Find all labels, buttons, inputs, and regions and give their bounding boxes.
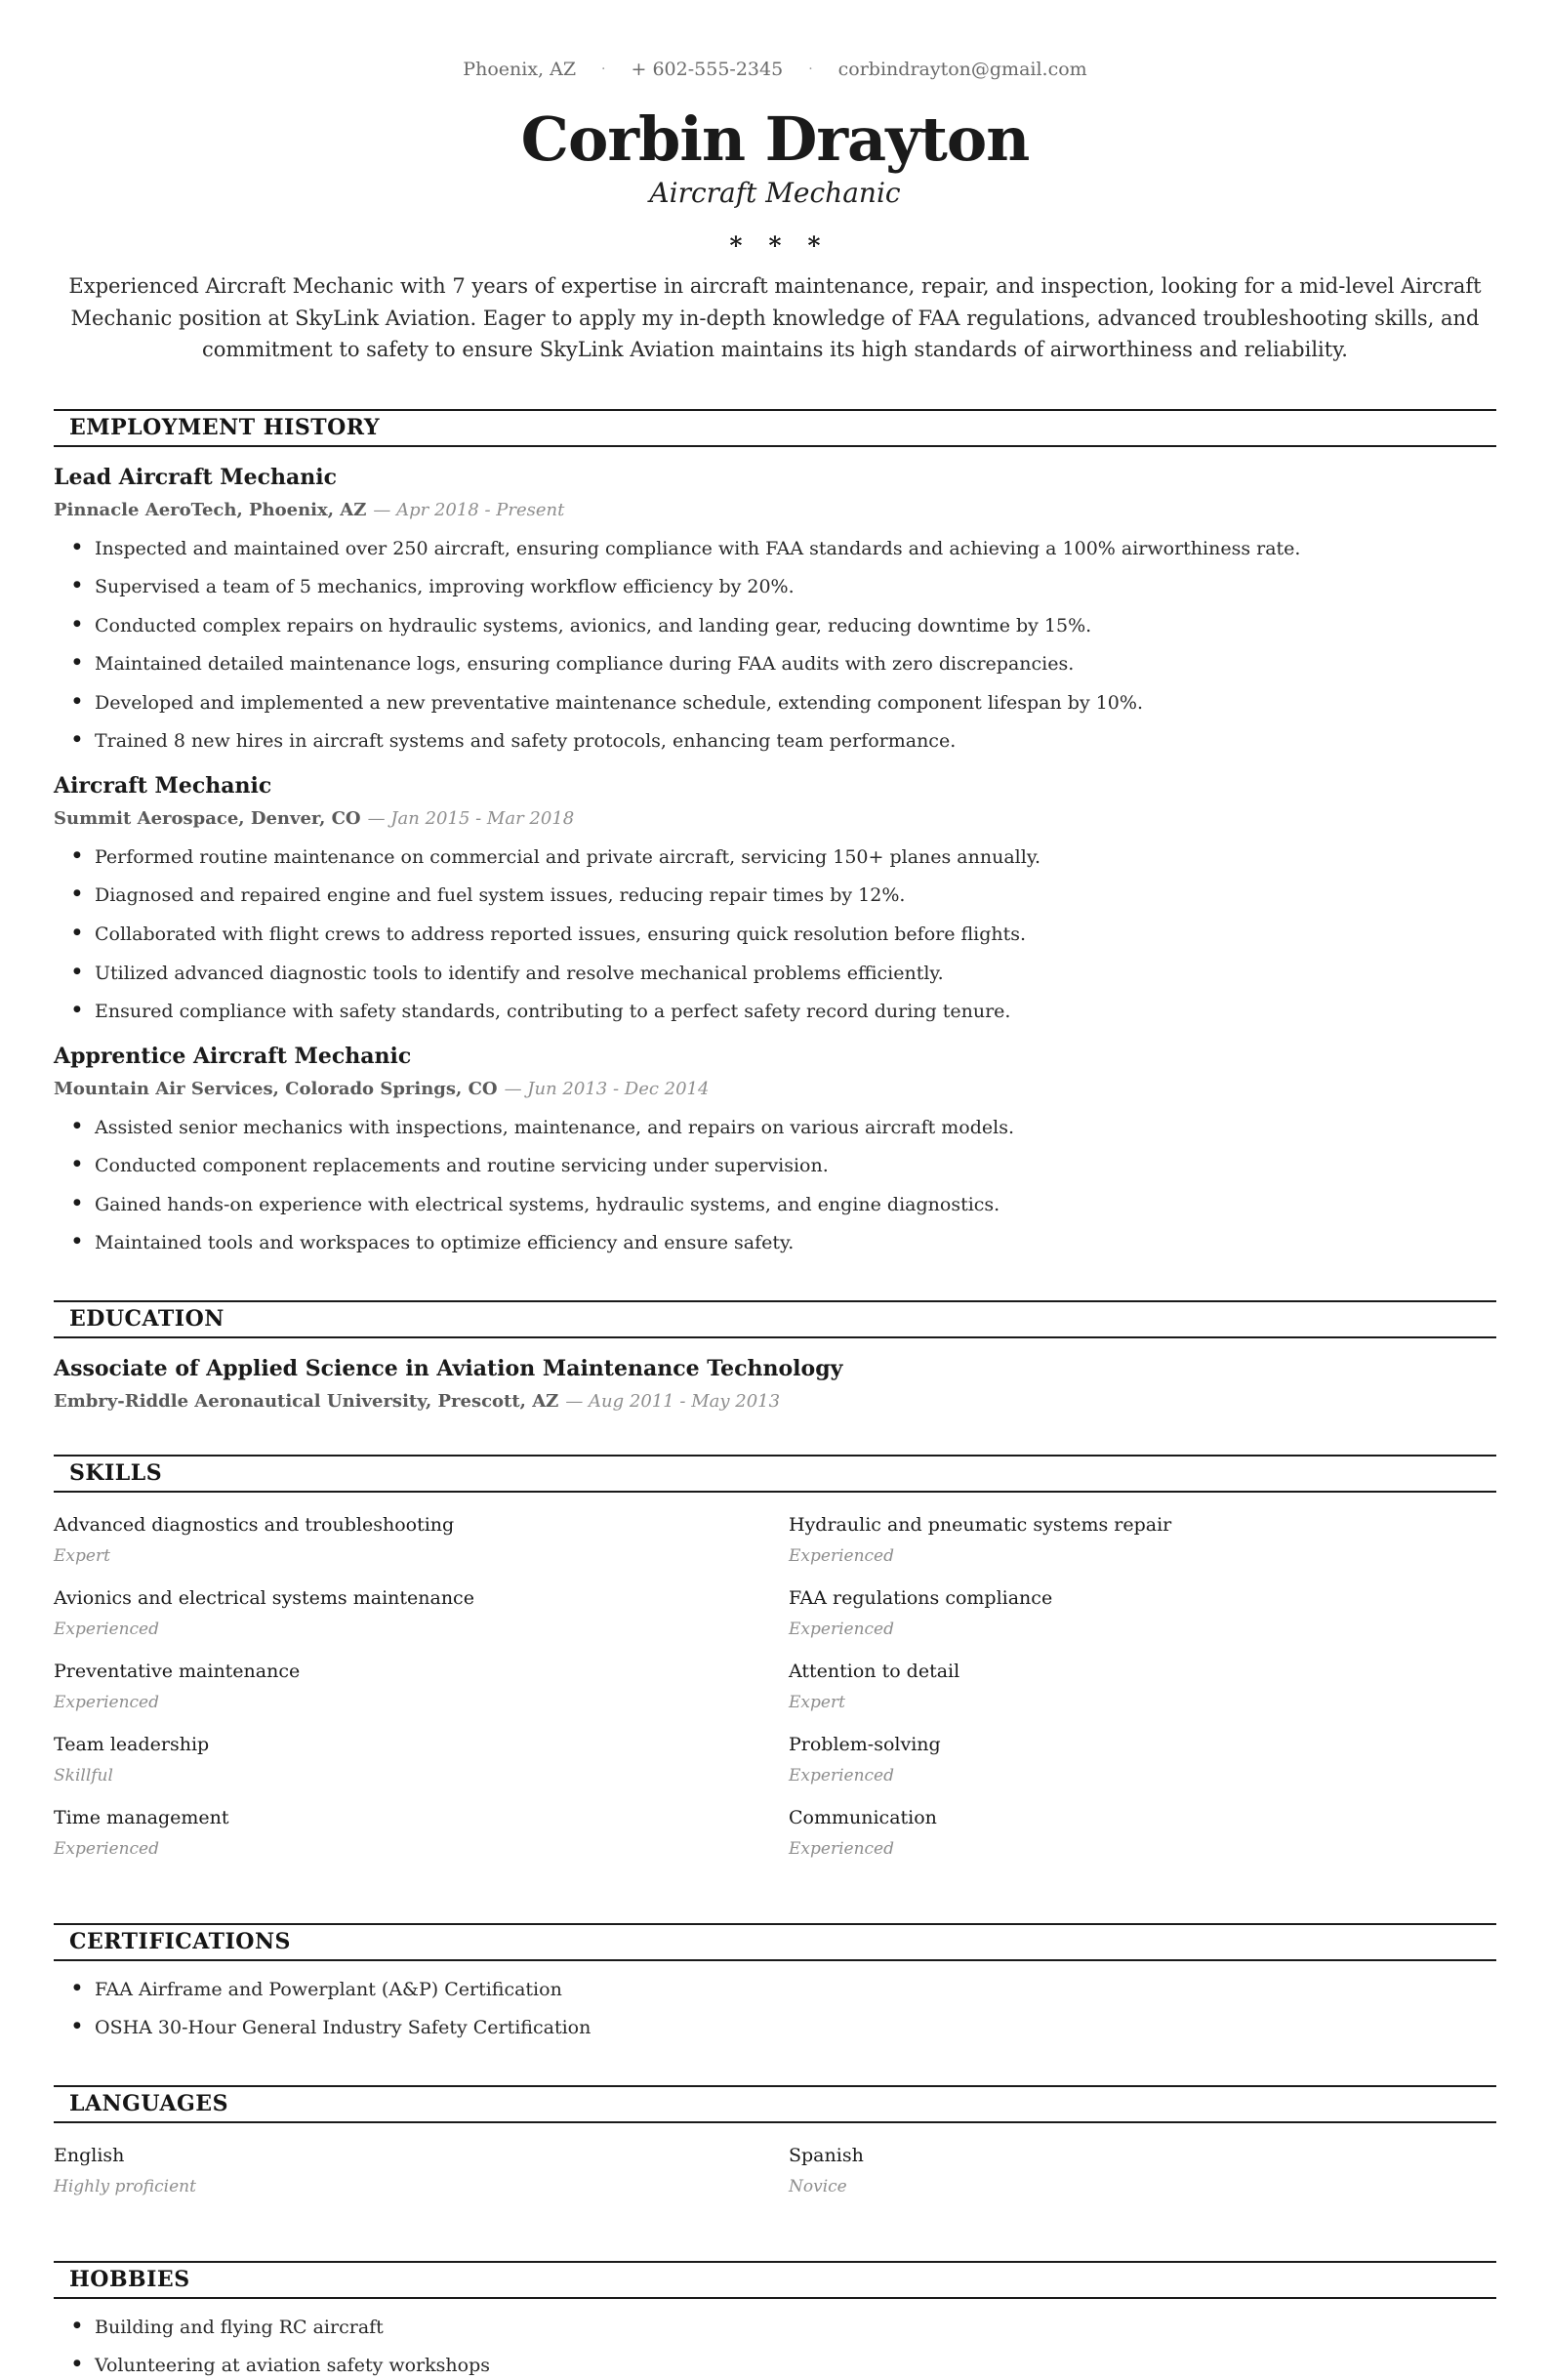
contact-phone: + 602-555-2345 [631,59,784,80]
skill-name: Advanced diagnostics and troubleshooting [54,1513,455,1536]
skill-name: Hydraulic and pneumatic systems repair [789,1513,1172,1536]
section-heading-skills: SKILLS [54,1455,1496,1493]
candidate-name: Corbin Drayton [520,103,1030,175]
language-item [789,2145,1496,2196]
skill-level: Experienced [54,1692,159,1712]
skill-item [54,1807,761,1859]
job-bullet-item: ● Conducted complex repairs on hydraulic systems, avionics, and landing gear, reducing downtime by 15%. [54,613,1496,640]
skill-name: Attention to detail [789,1660,960,1682]
job-bullet-item: ● Conducted component replacements and routine servicing under supervision. [54,1153,1496,1180]
job-bullet-item: ● Ensured compliance with safety standards, contributing to a perfect safety record during tenure. [54,999,1496,1026]
job-title: Apprentice Aircraft Mechanic [54,1043,412,1069]
skill-level: Skillful [54,1765,113,1785]
skill-level: Experienced [789,1765,894,1785]
skill-item [789,1514,1496,1566]
job-bullet-item: ● Utilized advanced diagnostic tools to identify and resolve mechanical problems efficiently. [54,961,1496,988]
education-entry [54,1356,1496,1412]
certification-item: ● FAA Airframe and Powerplant (A&P) Certification [54,1977,1496,2004]
job-company: Summit Aerospace, Denver, CO [54,807,361,829]
job-bullet-item: ● Maintained detailed maintenance logs, ensuring compliance during FAA audits with zero discrepancies. [54,651,1496,678]
skill-level: Experienced [789,1619,894,1639]
skill-item [789,1734,1496,1785]
skill-name: Team leadership [54,1733,210,1755]
job-dates: — Jun 2013 - Dec 2014 [504,1078,710,1099]
education-meta [54,1391,1496,1412]
separator-dot-icon: · [601,62,606,77]
job-company: Pinnacle AeroTech, Phoenix, AZ [54,499,367,520]
languages-grid [54,2145,1496,2218]
contact-email: corbindrayton@gmail.com [837,59,1087,80]
job-entry [54,773,1496,1026]
job-bullet-item: ● Trained 8 new hires in aircraft systems and safety protocols, enhancing team performance. [54,728,1496,756]
job-company: Mountain Air Services, Colorado Springs, CO [54,1078,498,1099]
language-name: Spanish [789,2144,864,2166]
job-bullet-item: ● Inspected and maintained over 250 aircraft, ensuring compliance with FAA standards and achieving a 100% airworthiness rate. [54,536,1496,563]
job-title: Aircraft Mechanic [54,772,272,799]
languages-section [54,2085,1496,2218]
job-entry [54,1044,1496,1257]
job-meta [54,1079,1496,1099]
language-level: Highly proficient [54,2176,196,2196]
job-entry [54,465,1496,756]
job-bullet-item: ● Developed and implemented a new preventative maintenance schedule, extending component lifespan by 10%. [54,690,1496,718]
hobbies-section [54,2261,1496,2380]
education-dates: — Aug 2011 - May 2013 [565,1390,781,1412]
skill-name: Time management [54,1806,229,1828]
certifications-section [54,1923,1496,2042]
skill-item [54,1734,761,1785]
job-bullet-item: ● Assisted senior mechanics with inspections, maintenance, and repairs on various aircraft models. [54,1115,1496,1142]
job-meta [54,808,1496,829]
skill-level: Expert [789,1692,845,1712]
skill-level: Experienced [789,1545,894,1566]
hobby-list [54,2315,1496,2380]
job-bullet-list [54,536,1496,756]
separator-dot-icon: · [808,62,813,77]
skill-item [54,1587,761,1639]
candidate-job-title: Aircraft Mechanic [649,176,901,209]
asterisk-divider-icon: ∗ ∗ ∗ [727,226,823,255]
summary-text: Experienced Aircraft Mechanic with 7 years of expertise in aircraft maintenance, repair, and inspection, looking for a mid-level Aircraft Mechanic position at SkyLink Aviation. Eager to apply my in-depth knowledge of FAA regulations, advanced troubleshooting skills, and commitment to safety to ensure SkyLink Aviation maintains its high standards of airworthiness and reliability. [68,273,1482,362]
skill-level: Experienced [54,1838,159,1859]
skill-name: Communication [789,1806,937,1828]
job-bullet-item: ● Diagnosed and repaired engine and fuel system issues, reducing repair times by 12%. [54,882,1496,910]
skills-grid [54,1514,1496,1880]
certification-list [54,1977,1496,2042]
job-bullet-item: ● Gained hands-on experience with electrical systems, hydraulic systems, and engine diagnostics. [54,1192,1496,1219]
job-bullet-item: ● Supervised a team of 5 mechanics, improving workflow efficiency by 20%. [54,574,1496,601]
skill-level: Experienced [789,1838,894,1859]
job-bullet-item: ● Collaborated with flight crews to address reported issues, ensuring quick resolution before flights. [54,922,1496,949]
education-degree: Associate of Applied Science in Aviation Maintenance Technology [54,1355,843,1381]
language-name: English [54,2144,125,2166]
skill-item [54,1514,761,1566]
skill-item [789,1587,1496,1639]
job-bullet-list [54,1115,1496,1257]
section-heading-certifications: CERTIFICATIONS [54,1923,1496,1961]
skill-name: FAA regulations compliance [789,1586,1053,1609]
skill-level: Expert [54,1545,110,1566]
skill-item [54,1661,761,1712]
hobby-item: ● Volunteering at aviation safety workshops [54,2353,1496,2380]
job-meta [54,500,1496,520]
job-bullet-item: ● Maintained tools and workspaces to optimize efficiency and ensure safety. [54,1230,1496,1257]
hobby-item: ● Building and flying RC aircraft [54,2315,1496,2342]
job-bullet-item: ● Performed routine maintenance on commercial and private aircraft, servicing 150+ planes annually. [54,844,1496,872]
section-heading-languages: LANGUAGES [54,2085,1496,2123]
job-bullet-list [54,844,1496,1026]
employment-history-section [54,409,1496,1257]
job-title: Lead Aircraft Mechanic [54,464,338,490]
skill-item [789,1807,1496,1859]
section-heading-employment: EMPLOYMENT HISTORY [54,409,1496,447]
education-school: Embry-Riddle Aeronautical University, Prescott, AZ [54,1390,559,1412]
section-heading-hobbies: HOBBIES [54,2261,1496,2299]
education-section [54,1300,1496,1412]
skill-name: Avionics and electrical systems maintenance [54,1586,474,1609]
job-dates: — Apr 2018 - Present [373,499,565,520]
contact-location: Phoenix, AZ [463,59,577,80]
section-heading-education: EDUCATION [54,1300,1496,1338]
language-item [54,2145,761,2196]
skill-level: Experienced [54,1619,159,1639]
skill-name: Preventative maintenance [54,1660,301,1682]
contact-line [54,59,1496,80]
language-level: Novice [789,2176,847,2196]
skills-section [54,1455,1496,1880]
job-dates: — Jan 2015 - Mar 2018 [367,807,575,829]
skill-name: Problem-solving [789,1733,941,1755]
certification-item: ● OSHA 30-Hour General Industry Safety Certification [54,2015,1496,2042]
skill-item [789,1661,1496,1712]
